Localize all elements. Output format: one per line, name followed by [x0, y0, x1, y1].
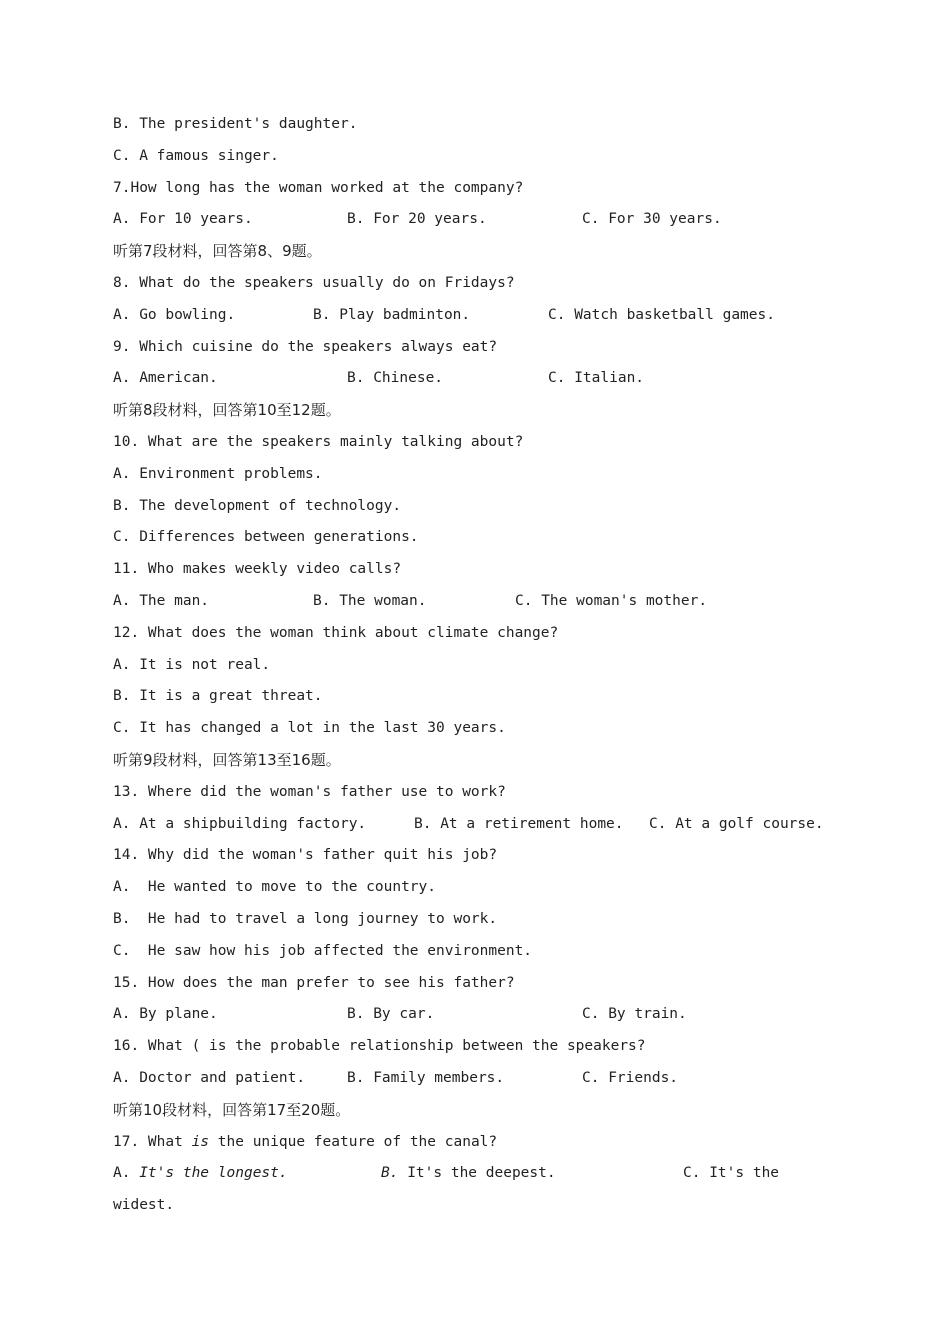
question-7: 7.How long has the woman worked at the company? [113, 179, 524, 196]
question-15: 15. How does the man prefer to see his father? [113, 974, 515, 991]
question-17 [113, 1127, 833, 1159]
option-a: A. Go bowling. [113, 306, 236, 323]
question-8: 8. What do the speakers usually do on Fridays? [113, 274, 515, 291]
option-a: A. At a shipbuilding factory. [113, 815, 367, 832]
option-b: B. By car. [347, 1006, 435, 1023]
question-text-italic: is [191, 1133, 210, 1150]
section-heading: 听第8段材料，回答第10至12题。 [113, 401, 341, 420]
option-c-wrap: widest. [113, 1197, 175, 1214]
question-9: 9. Which cuisine do the speakers always eat? [113, 338, 498, 355]
option-a: A. For 10 years. [113, 211, 253, 228]
option-a [113, 1158, 288, 1190]
options-row-15 [113, 999, 833, 1031]
option-c: C. It's the [683, 1165, 780, 1182]
question-16: 16. What ( is the probable relationship between the speakers? [113, 1038, 646, 1055]
option-a: A. The man. [113, 592, 210, 609]
option-c: C. For 30 years. [582, 211, 722, 228]
option-line: B. The president's daughter. [113, 116, 358, 132]
option-line: C. A famous singer. [113, 147, 279, 164]
question-text: the unique feature of the canal? [209, 1133, 498, 1150]
options-row-17 [113, 1158, 833, 1190]
document-page [113, 109, 833, 1222]
option-b-label: B. [381, 1165, 399, 1182]
option-a: A. By plane. [113, 1006, 218, 1023]
options-row-8 [113, 300, 833, 332]
option-c: C. He saw how his job affected the environment. [113, 942, 533, 959]
options-row-13 [113, 809, 833, 841]
options-row-16 [113, 1063, 833, 1095]
option-c: C. Watch basketball games. [548, 306, 775, 323]
option-b: B. The development of technology. [113, 497, 402, 514]
option-b: B. It is a great threat. [113, 688, 323, 705]
option-b: B. The woman. [313, 592, 427, 609]
option-c: C. It has changed a lot in the last 30 years. [113, 720, 506, 737]
option-b: B. He had to travel a long journey to work. [113, 910, 498, 927]
option-c: C. By train. [582, 1006, 687, 1023]
option-a: A. Doctor and patient. [113, 1069, 306, 1086]
option-a: A. He wanted to move to the country. [113, 879, 437, 896]
section-heading: 听第9段材料，回答第13至16题。 [113, 750, 341, 769]
option-a-text: It's the longest. [139, 1165, 288, 1182]
option-c: C. Differences between generations. [113, 529, 419, 546]
option-a: A. American. [113, 370, 218, 387]
question-10: 10. What are the speakers mainly talking about? [113, 433, 524, 450]
options-row-9 [113, 363, 833, 395]
option-c: C. At a golf course. [649, 815, 824, 832]
question-12: 12. What does the woman think about climate change? [113, 624, 559, 641]
option-a: A. Environment problems. [113, 465, 323, 482]
option-a-label: A. [113, 1165, 140, 1182]
option-a: A. It is not real. [113, 656, 271, 673]
option-b [381, 1158, 556, 1190]
option-c: C. The woman's mother. [515, 592, 708, 609]
option-b: B. For 20 years. [347, 211, 487, 228]
question-text: 17. What [113, 1133, 192, 1150]
section-heading: 听第10段材料，回答第17至20题。 [113, 1100, 351, 1119]
question-11: 11. Who makes weekly video calls? [113, 561, 402, 578]
options-row-11 [113, 586, 833, 618]
option-c: C. Italian. [548, 370, 645, 387]
options-row-7 [113, 204, 833, 236]
section-heading: 听第7段材料，回答第8、9题。 [113, 242, 322, 261]
question-13: 13. Where did the woman's father use to work? [113, 783, 506, 800]
option-b-text: It's the deepest. [398, 1165, 556, 1182]
question-14: 14. Why did the woman's father quit his job? [113, 847, 498, 864]
option-c: C. Friends. [582, 1069, 679, 1086]
option-b: B. Play badminton. [313, 306, 471, 323]
option-b: B. Chinese. [347, 370, 444, 387]
option-b: B. Family members. [347, 1069, 505, 1086]
option-b: B. At a retirement home. [414, 815, 624, 832]
